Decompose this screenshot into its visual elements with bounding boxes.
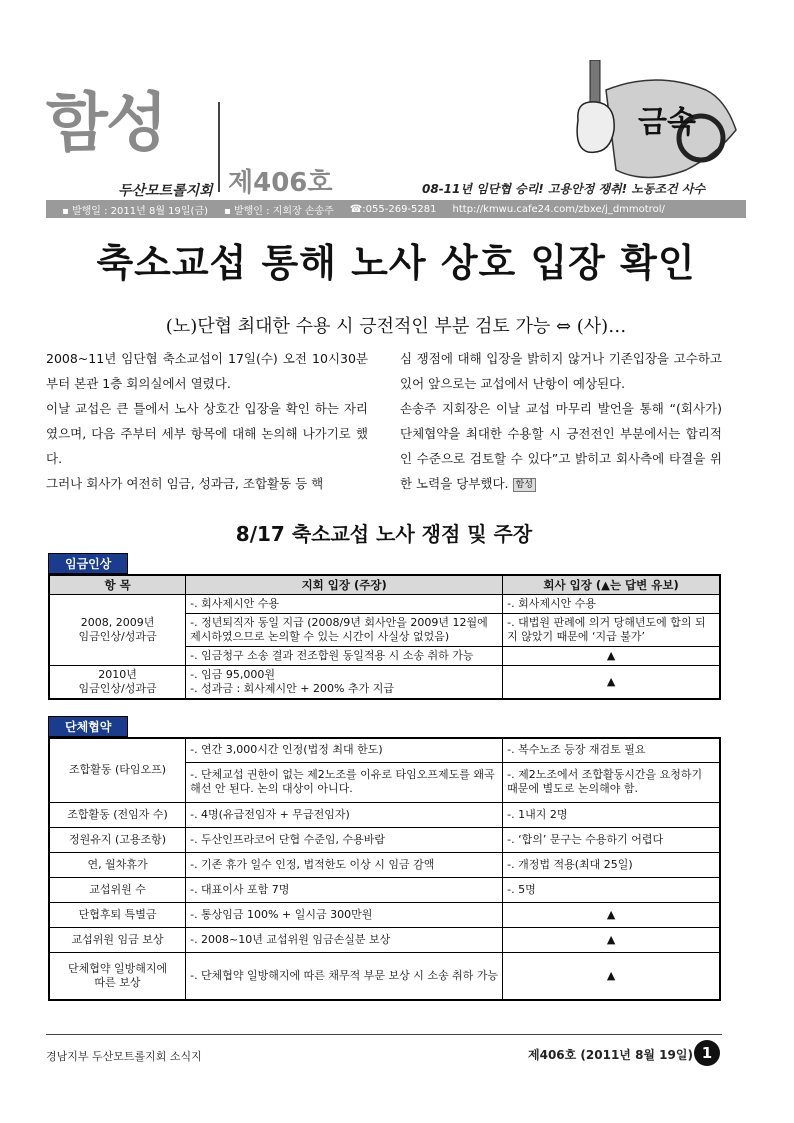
paragraph: [400, 396, 722, 496]
wage-table: [48, 574, 721, 700]
row-item: 정원유지 (고용조항): [49, 827, 186, 852]
org-name: 두산모트롤지회: [118, 183, 213, 199]
row-company: -. ‘합의’ 문구는 수용하기 어렵다: [503, 827, 720, 852]
row-union: -. 대표이사 포함 7명: [186, 877, 503, 902]
row-item: 조합활동 (타임오프): [49, 738, 186, 802]
row-item: 조합활동 (전임자 수): [49, 802, 186, 827]
subheadline: (노)단협 최대한 수용 시 긍전적인 부분 검토 가능 ⇔ (사)…: [165, 316, 627, 337]
row-company: ▲: [503, 927, 720, 952]
section-title: 8/17 축소교섭 노사 쟁점 및 주장: [235, 522, 533, 546]
table-row: [49, 666, 720, 700]
paragraph: 이날 교섭은 큰 틀에서 노사 상호간 입장을 확인 하는 자리였으며, 다음 주부터 세부 항목에 대해 논의해 나가기로 했다.: [46, 401, 368, 466]
row-union: -. 임금청구 소송 결과 전조합원 동일적용 시 소송 취하 가능: [186, 647, 503, 666]
paragraph-text: 손송주 지회장은 이날 교섭 마무리 발언을 통해 “(회사가) 단체협약을 최대한 수용할 시 긍전전인 부분에서는 합리적인 수준으로 검토할 수 있다”고 밝히고 회사측에 타결을 위한 노력을 당부했다.: [400, 401, 722, 491]
publish-date: ▪ 발행일 : 2011년 8월 19일(금): [62, 202, 208, 217]
header-company: 회사 입장 (▲는 답변 유보): [503, 575, 720, 595]
row-union: -. 기존 휴가 일수 인정, 법적한도 이상 시 임금 감액: [186, 852, 503, 877]
info-bar: [46, 200, 746, 218]
article-column-left: [46, 346, 368, 496]
row-union: -. 두산인프라코어 단협 수준임, 수용바람: [186, 827, 503, 852]
row-company: -. 제2노조에서 조합활동시간을 요청하기 때문에 별도로 논의해야 함.: [503, 762, 720, 802]
row-company: ▲: [503, 952, 720, 1000]
cba-table: [48, 737, 721, 1001]
row-item: 교섭위원 임금 보상: [49, 927, 186, 952]
row-company: ▲: [503, 647, 720, 666]
article-body: [46, 346, 722, 496]
row-union: -. 단체협약 일방해지에 따른 채무적 부문 보상 시 소송 취하 가능: [186, 952, 503, 1000]
row-item: 단체협약 일방해지에 따른 보상: [49, 952, 186, 1000]
end-badge: 함성: [513, 478, 536, 492]
cba-table-block: [48, 716, 721, 1001]
table-row: [49, 952, 720, 1000]
row-company: -. 대법원 판례에 의거 당해년도에 합의 되지 않았기 때문에 ‘지급 불가’: [503, 614, 720, 647]
cba-table-label: 단체협약: [48, 716, 128, 737]
row-union: -. 회사제시안 수용: [186, 595, 503, 614]
table-header-row: [49, 575, 720, 595]
flag-text: 금속: [638, 105, 696, 140]
row-union: -. 정년퇴직자 동일 지급 (2008/9년 회사안을 2009년 12월에 제시하였으므로 논의할 수 있는 시간이 사실상 없었음): [186, 614, 503, 647]
wage-table-label: 임금인상: [48, 553, 128, 574]
table-row: [49, 902, 720, 927]
row-union: -. 통상임금 100% + 일시금 300만원: [186, 902, 503, 927]
row-item: 2008, 2009년 임금인상/성과금: [49, 595, 186, 666]
row-item: 2010년 임금인상/성과금: [49, 666, 186, 700]
masthead-divider: [218, 102, 220, 192]
footer-divider: [46, 1034, 722, 1035]
row-company: -. 복수노조 등장 재검토 필요: [503, 738, 720, 762]
footer-publication: 경남지부 두산모트롤지회 소식지: [46, 1050, 202, 1063]
header-item: 항 목: [49, 575, 186, 595]
row-item: 연, 월차휴가: [49, 852, 186, 877]
row-item: 단협후퇴 특별금: [49, 902, 186, 927]
row-company: ▲: [503, 666, 720, 700]
wage-table-block: [48, 553, 721, 700]
newsletter-logo: 함성: [46, 87, 166, 161]
phone: ☎:055-269-5281: [349, 203, 437, 215]
row-company: -. 회사제시안 수용: [503, 595, 720, 614]
publisher: ▪ 발행인 : 지회장 손송주: [224, 202, 334, 217]
header-union: 지회 입장 (주장): [186, 575, 503, 595]
headline: 축소교섭 통해 노사 상호 입장 확인: [96, 241, 696, 285]
table-row: [49, 827, 720, 852]
row-company: -. 개정법 적용(최대 25일): [503, 852, 720, 877]
issue-number: 제406호: [228, 168, 333, 198]
row-union: -. 단체교섭 권한이 없는 제2노조를 이유로 타임오프제도를 왜곡해선 안 된다. 논의 대상이 아니다.: [186, 762, 503, 802]
row-company: -. 5명: [503, 877, 720, 902]
row-union: -. 연간 3,000시간 인정(법정 최대 한도): [186, 738, 503, 762]
paragraph: 그러나 회사가 여전히 임금, 성과금, 조합활동 등 핵: [46, 476, 324, 491]
row-union: -. 4명(유급전임자 + 무급전임자): [186, 802, 503, 827]
row-union: -. 임금 95,000원 -. 성과금 : 회사제시안 + 200% 추가 지급: [186, 666, 503, 700]
table-row: [49, 738, 720, 762]
row-item: 교섭위원 수: [49, 877, 186, 902]
paragraph: 2008~11년 임단협 축소교섭이 17일(수) 오전 10시30분부터 본관 1층 회의실에서 열렸다.: [46, 351, 368, 391]
footer-issue: 제406호 (2011년 8월 19일): [528, 1048, 693, 1062]
row-company: -. 1내지 2명: [503, 802, 720, 827]
page-number: 1: [694, 1040, 720, 1066]
fist-flag-icon: [566, 60, 746, 190]
paragraph: 심 쟁점에 대해 입장을 밝히지 않거나 기존입장을 고수하고 있어 앞으로는 교섭에서 난항이 예상된다.: [400, 351, 722, 391]
website-link[interactable]: http://kmwu.cafe24.com/zbxe/j_dmmotrol/: [452, 203, 665, 215]
table-row: [49, 852, 720, 877]
row-union: -. 2008~10년 교섭위원 임금손실분 보상: [186, 927, 503, 952]
masthead: [46, 60, 746, 220]
article-column-right: [400, 346, 722, 496]
row-company: ▲: [503, 902, 720, 927]
table-row: [49, 927, 720, 952]
slogan: 08-11년 임단협 승리! 고용안정 쟁취! 노동조건 사수: [422, 182, 706, 196]
table-row: [49, 802, 720, 827]
table-row: [49, 595, 720, 614]
table-row: [49, 877, 720, 902]
